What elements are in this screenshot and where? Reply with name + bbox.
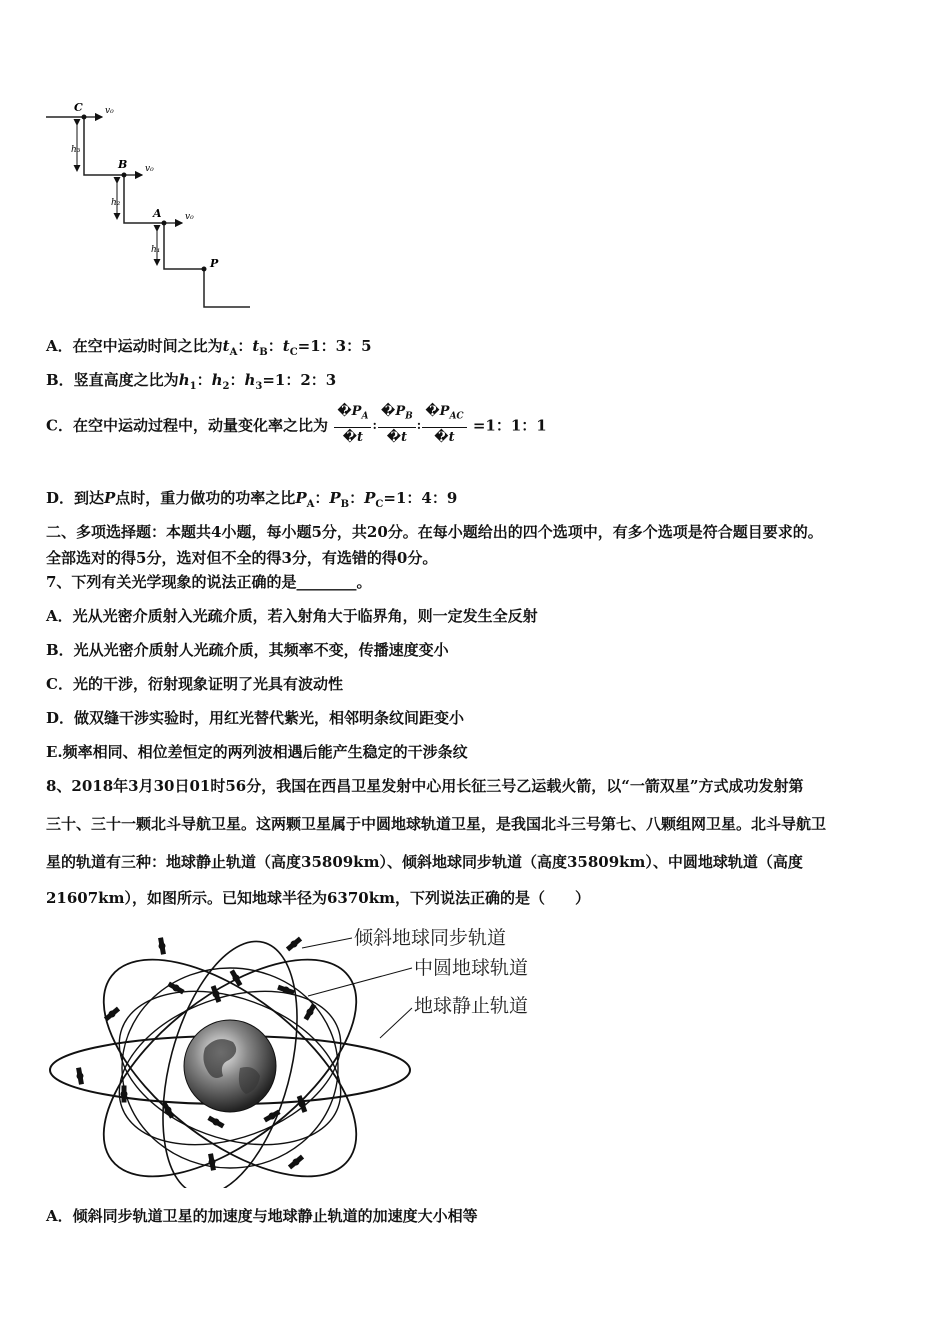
label-meo-orbit: 中圆地球轨道: [414, 957, 529, 979]
q7-option-a: A．光从光密介质射入光疏介质，若入射角大于临界角，则一定发生全反射: [46, 607, 538, 625]
point-P: [202, 267, 207, 272]
label-B: B: [118, 158, 128, 171]
q7-option-d: D．做双缝干涉实验时，用红光替代紫光，相邻明条纹间距变小: [46, 709, 465, 727]
label-A: A: [153, 207, 162, 220]
q8-stem-line2: 三十、三十一颗北斗导航卫星。这两颗卫星属于中圆地球轨道卫星，是我国北斗三号第七、八颗组网卫星。北斗导航卫: [46, 815, 827, 833]
fraction-pac: $\frac{�P_{AC}}{�t}$: [422, 402, 466, 448]
label-h2: h₂: [111, 198, 121, 208]
q8-stem-line1: 8、2018年3月30日01时56分，我国在西昌卫星发射中心用长征三号乙运载火箭，以“一箭双星”方式成功发射第: [46, 777, 804, 795]
leader-line-3: [380, 1008, 412, 1038]
label-h3: h₃: [71, 145, 81, 155]
label-P: P: [210, 257, 219, 270]
label-geostationary-orbit: 地球静止轨道: [414, 995, 529, 1017]
q7-option-c: C．光的干涉，衍射现象证明了光具有波动性: [46, 675, 343, 693]
q6-option-a: A．在空中运动时间之比为$t_A$：$t_B$：$t_C=1$：3：5: [46, 337, 372, 358]
label-v0-B: v₀: [145, 164, 154, 174]
q8-stem-line4: 21607km），如图所示。已知地球半径为6370km，下列说法正确的是（ ）: [46, 889, 590, 907]
q8-option-a: A．倾斜同步轨道卫星的加速度与地球静止轨道的加速度大小相等: [46, 1207, 478, 1225]
section2-line2: 全部选对的得5分，选对但不全的得3分，有选错的得0分。: [46, 549, 438, 567]
label-v0-C: v₀: [105, 106, 114, 116]
leader-line-1: [302, 938, 352, 948]
q7-option-b: B．光从光密介质射人光疏介质，其频率不变，传播速度变小: [46, 641, 449, 659]
label-h1: h₁: [151, 245, 161, 255]
fraction-pa: $\frac{�P_A}{�t}$: [334, 402, 371, 448]
label-C: C: [74, 101, 83, 114]
leader-line-2: [308, 968, 412, 996]
q7-stem: 7、下列有关光学现象的说法正确的是________。: [46, 573, 372, 591]
q6-option-c: C．在空中运动过程中，动量变化率之比为 $\frac{�P_A}{�t}$ : $\frac{�P_B}{�t}$ : $\frac{�P_{AC}}{�t}$ =1：1：1: [46, 402, 547, 448]
q7-option-e: E.频率相同、相位差恒定的两列波相遇后能产生稳定的干涉条纹: [46, 743, 468, 761]
earth: [184, 1020, 276, 1112]
staircase-figure: [40, 95, 270, 315]
label-inclined-geosync-orbit: 倾斜地球同步轨道: [354, 927, 507, 949]
q8-stem-line3: 星的轨道有三种：地球静止轨道（高度35809km）、倾斜地球同步轨道（高度35809km）、中圆地球轨道（高度: [46, 853, 803, 871]
section2-line1: 二、多项选择题：本题共4小题，每小题5分，共20分。在每小题给出的四个选项中，有多个选项是符合题目要求的。: [46, 523, 823, 541]
fraction-pb: $\frac{�P_B}{�t}$: [378, 402, 416, 448]
q6-option-b: B．竖直高度之比为$h_1$：$h_2$：$h_3=1$：2：3: [46, 371, 337, 392]
orbit-figure: [40, 918, 560, 1188]
label-v0-A: v₀: [185, 212, 194, 222]
q6-option-d: D．到达P点时，重力做功的功率之比$P_A$：$P_B$：$P_C=1$：4：9: [46, 489, 458, 510]
